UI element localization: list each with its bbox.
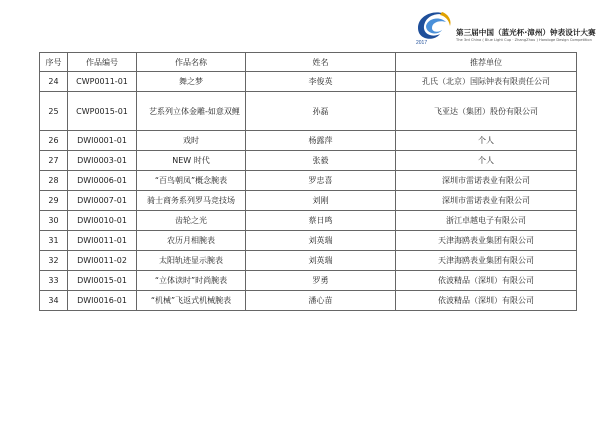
cell-work-name: 农历月相腕表 — [137, 231, 246, 251]
cell-work-name: 齿轮之光 — [137, 211, 246, 231]
page-header — [0, 0, 600, 50]
cell-number: 27 — [40, 151, 68, 171]
table-row — [40, 171, 577, 191]
cell-number: 31 — [40, 231, 68, 251]
column-header-person: 姓名 — [246, 53, 396, 72]
page-title: 第三届中国（蓝光杯·漳州）钟表设计大赛 — [456, 28, 596, 37]
cell-unit: 深圳市雷诺表业有限公司 — [396, 171, 577, 191]
logo-year: 2017 — [416, 40, 428, 46]
cell-code: DWI0011-01 — [68, 231, 137, 251]
table-row — [40, 191, 577, 211]
cell-code: DWI0016-01 — [68, 291, 137, 311]
cell-unit: 依波精品（深圳）有限公司 — [396, 271, 577, 291]
entries-table — [39, 52, 577, 311]
column-header-unit: 推荐单位 — [396, 53, 577, 72]
cell-work-name: 戏时 — [137, 131, 246, 151]
cell-work-name: 骑士商务系列罗马竞技场 — [137, 191, 246, 211]
cell-code: DWI0010-01 — [68, 211, 137, 231]
cell-number: 25 — [40, 92, 68, 131]
cell-unit: 浙江卓越电子有限公司 — [396, 211, 577, 231]
cell-person: 蔡日鸣 — [246, 211, 396, 231]
table-row — [40, 72, 577, 92]
cell-person: 刘刚 — [246, 191, 396, 211]
cell-work-name: “立体读时”时尚腕表 — [137, 271, 246, 291]
table-header-row — [40, 53, 577, 72]
cell-number: 28 — [40, 171, 68, 191]
cell-unit: 天津海鸥表业集团有限公司 — [396, 231, 577, 251]
table-row — [40, 131, 577, 151]
cell-code: CWP0015-01 — [68, 92, 137, 131]
column-header-number: 序号 — [40, 53, 68, 72]
cell-code: DWI0007-01 — [68, 191, 137, 211]
table-row — [40, 291, 577, 311]
cell-number: 26 — [40, 131, 68, 151]
cell-work-name: “百鸟朝凤”概念腕表 — [137, 171, 246, 191]
cell-person: 罗勇 — [246, 271, 396, 291]
cell-unit: 飞亚达（集团）股份有限公司 — [396, 92, 577, 131]
page-subtitle: The 3rd China ( Blue Light Cup · ZhangZhou ) Horologe Design Competition — [456, 38, 592, 42]
cell-unit: 个人 — [396, 131, 577, 151]
table-row — [40, 271, 577, 291]
cell-number: 29 — [40, 191, 68, 211]
cell-work-name: 太阳轨迹显示腕表 — [137, 251, 246, 271]
cell-unit: 天津海鸥表业集团有限公司 — [396, 251, 577, 271]
cell-code: DWI0015-01 — [68, 271, 137, 291]
cell-work-name: 舞之梦 — [137, 72, 246, 92]
cell-work-name: “机械”飞返式机械腕表 — [137, 291, 246, 311]
table-row — [40, 251, 577, 271]
column-header-code: 作品编号 — [68, 53, 137, 72]
table-row — [40, 231, 577, 251]
column-header-work-name: 作品名称 — [137, 53, 246, 72]
cell-unit: 依波精品（深圳）有限公司 — [396, 291, 577, 311]
cell-person: 刘英瑞 — [246, 231, 396, 251]
cell-number: 30 — [40, 211, 68, 231]
cell-person: 孙磊 — [246, 92, 396, 131]
cell-person: 罗忠喜 — [246, 171, 396, 191]
cell-number: 32 — [40, 251, 68, 271]
cell-code: DWI0011-02 — [68, 251, 137, 271]
cell-number: 34 — [40, 291, 68, 311]
cell-unit: 深圳市雷诺表业有限公司 — [396, 191, 577, 211]
cell-unit: 个人 — [396, 151, 577, 171]
cell-code: CWP0011-01 — [68, 72, 137, 92]
cell-person: 潘心苗 — [246, 291, 396, 311]
cell-unit: 孔氏（北京）国际钟表有限责任公司 — [396, 72, 577, 92]
cell-work-name: NEW 时代 — [137, 151, 246, 171]
cell-person: 张毅 — [246, 151, 396, 171]
cell-person: 李俊英 — [246, 72, 396, 92]
cell-person: 刘英瑞 — [246, 251, 396, 271]
cell-code: DWI0001-01 — [68, 131, 137, 151]
cell-code: DWI0003-01 — [68, 151, 137, 171]
table-row — [40, 151, 577, 171]
table-row — [40, 92, 577, 131]
cell-number: 24 — [40, 72, 68, 92]
cell-code: DWI0006-01 — [68, 171, 137, 191]
table-row — [40, 211, 577, 231]
cell-work-name: 艺系列立体金雕-如意双鲤 — [137, 92, 246, 131]
cell-number: 33 — [40, 271, 68, 291]
cell-person: 杨露萍 — [246, 131, 396, 151]
competition-logo-icon — [412, 6, 456, 46]
